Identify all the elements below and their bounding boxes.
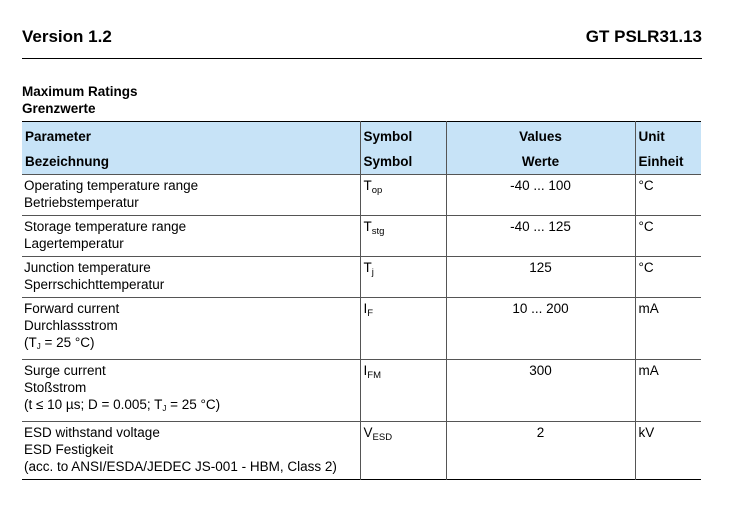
symbol: T — [363, 219, 372, 234]
condition-subscript: J — [36, 342, 41, 351]
section-title-en: Maximum Ratings — [22, 84, 138, 99]
symbol: I — [363, 363, 368, 378]
parameter-cell — [22, 257, 360, 298]
condition-subscript: J — [162, 404, 167, 413]
table-row — [22, 175, 701, 216]
parameter-de: Lagertemperatur — [24, 236, 124, 251]
symbol: I — [363, 301, 368, 316]
symbol-cell — [360, 216, 446, 257]
symbol: V — [363, 425, 373, 440]
part-number: GT PSLR31.13 — [585, 27, 702, 46]
maximum-ratings-table — [22, 121, 701, 480]
table-row — [22, 298, 701, 360]
parameter-en: Surge current — [24, 363, 106, 378]
value-cell: 125 — [446, 257, 635, 298]
table-row — [22, 257, 701, 298]
parameter-de: Durchlassstrom — [24, 318, 118, 333]
symbol: T — [363, 178, 372, 193]
condition-text: (T — [24, 335, 37, 350]
parameter-en: Junction temperature — [24, 260, 151, 275]
table-row — [22, 422, 701, 480]
symbol-cell — [360, 298, 446, 360]
unit-cell: mA — [635, 298, 701, 360]
header-bezeichnung: Bezeichnung — [25, 154, 110, 169]
parameter-cell — [22, 216, 360, 257]
parameter-cell — [22, 298, 360, 360]
header-unit: Unit — [635, 122, 701, 150]
unit-cell: °C — [635, 257, 701, 298]
section-title-de: Grenzwerte — [22, 101, 96, 116]
symbol-subscript: stg — [371, 226, 385, 237]
parameter-en: Forward current — [24, 301, 120, 316]
parameter-de: Betriebstemperatur — [24, 195, 139, 210]
condition-text-end: = 25 °C) — [166, 397, 221, 412]
condition-text-end: = 25 °C) — [40, 335, 95, 350]
table-row — [22, 360, 701, 422]
parameter-condition — [24, 396, 360, 417]
unit-cell: °C — [635, 175, 701, 216]
table-row — [22, 216, 701, 257]
parameter-condition — [24, 334, 360, 355]
symbol: T — [363, 260, 372, 275]
header-divider — [22, 58, 702, 59]
symbol-subscript: F — [367, 308, 374, 319]
value-cell: -40 ... 125 — [446, 216, 635, 257]
header-symbol: Symbol — [360, 122, 446, 150]
parameter-de: Sperrschichttemperatur — [24, 277, 165, 292]
symbol-subscript: FM — [367, 370, 381, 381]
header-values: Values — [446, 122, 635, 150]
parameter-cell — [22, 360, 360, 422]
value-cell: 2 — [446, 422, 635, 480]
symbol-cell — [360, 422, 446, 480]
symbol-cell — [360, 175, 446, 216]
table-header — [22, 122, 701, 175]
symbol-subscript: j — [371, 267, 374, 278]
unit-cell: kV — [635, 422, 701, 480]
symbol-cell — [360, 360, 446, 422]
header-symbol-de: Symbol — [360, 149, 446, 175]
unit-cell: °C — [635, 216, 701, 257]
parameter-de: Stoßstrom — [24, 380, 87, 395]
symbol-cell — [360, 257, 446, 298]
parameter-en: Storage temperature range — [24, 219, 187, 234]
header-einheit: Einheit — [635, 149, 701, 175]
document-version: Version 1.2 — [22, 27, 112, 46]
parameter-en: ESD withstand voltage — [24, 425, 160, 440]
condition-text: (acc. to ANSI/ESDA/JEDEC JS-001 - HBM, Class 2) — [24, 459, 337, 474]
symbol-subscript: ESD — [372, 432, 393, 443]
parameter-en: Operating temperature range — [24, 178, 199, 193]
value-cell: 300 — [446, 360, 635, 422]
symbol-subscript: op — [371, 185, 383, 196]
parameter-cell — [22, 422, 360, 480]
header-werte: Werte — [446, 149, 635, 175]
parameter-de: ESD Festigkeit — [24, 442, 114, 457]
unit-cell: mA — [635, 360, 701, 422]
header-parameter: Parameter — [25, 129, 92, 144]
value-cell: 10 ... 200 — [446, 298, 635, 360]
parameter-condition — [24, 458, 360, 475]
parameter-cell — [22, 175, 360, 216]
value-cell: -40 ... 100 — [446, 175, 635, 216]
condition-text: (t ≤ 10 µs; D = 0.005; T — [24, 397, 163, 412]
